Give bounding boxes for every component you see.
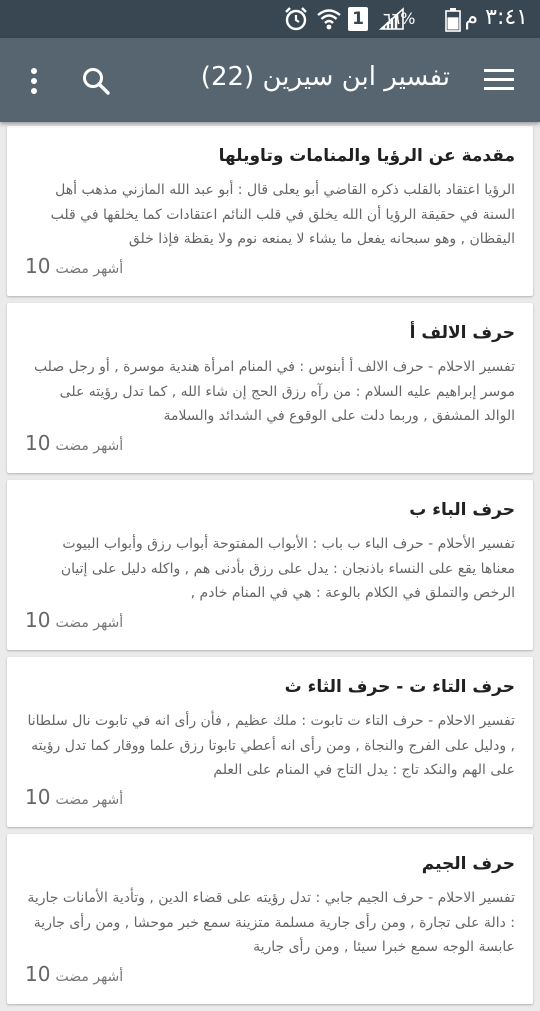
battery-percent: ٦٦% bbox=[383, 9, 416, 28]
card-title: حرف الالف أ bbox=[409, 323, 515, 343]
card-timestamp bbox=[25, 962, 123, 986]
card-timestamp bbox=[25, 608, 123, 632]
card-excerpt: تفسير الاحلام - حرف الجيم جابي : تدل رؤيته على قضاء الدين , وتأدية الأمانات جارية : دالة على تجارة , ومن رأى جارية مسلمة متزينة سمع خبر موحشا , ومن رأى جارية عابسة الوجه سمع خبرا سيئا , ومن رأى جارية bbox=[27, 890, 515, 955]
card-time-number: 10 bbox=[25, 431, 51, 455]
card-title: حرف التاء ت - حرف الثاء ث bbox=[284, 677, 515, 697]
card-list bbox=[7, 126, 533, 1011]
battery-icon bbox=[445, 8, 461, 32]
more-vert-icon[interactable] bbox=[20, 60, 48, 100]
card-time-number: 10 bbox=[25, 962, 51, 986]
card-time-number: 10 bbox=[25, 608, 51, 632]
card-excerpt: تفسير الاحلام - حرف الالف أ أبنوس : في المنام امرأة هندية موسرة , أو رجل صلب موسر إبراهيم عليه السلام : من رآه رزق الحج إن شاء الله , كما تدل رؤيته على الوالد المشفق , وربما دلت على الوقوع في الشدائد والسلامة bbox=[33, 359, 515, 424]
menu-icon[interactable] bbox=[470, 58, 526, 102]
page-title: تفسير ابن سيرين (22) bbox=[200, 62, 450, 92]
card-title: حرف الجيم bbox=[421, 854, 515, 874]
list-item[interactable] bbox=[7, 834, 533, 1004]
wifi-icon bbox=[316, 6, 342, 32]
card-time-number: 10 bbox=[25, 785, 51, 809]
card-time-unit: أشهر مضت bbox=[55, 261, 124, 277]
card-time-number: 10 bbox=[25, 254, 51, 278]
app-bar bbox=[0, 38, 540, 122]
status-time: ٣:٤١ م bbox=[464, 5, 528, 30]
card-timestamp bbox=[25, 431, 123, 455]
list-item[interactable] bbox=[7, 480, 533, 650]
card-title: حرف الباء ب bbox=[409, 500, 515, 520]
list-item[interactable] bbox=[7, 657, 533, 827]
card-excerpt: تفسير الاحلام - حرف التاء ت تابوت : ملك عظيم , فأن رأى انه في تابوت نال سلطانا , ودليل على الفرج والنجاة , ومن رأى انه أعطي تابوتا رزق علما ووقار كما تدل رؤيته على الهم والنكد تاج : يدل التاج في المنام على العلم bbox=[27, 713, 515, 778]
card-excerpt: تفسير الأحلام - حرف الباء ب باب : الأبواب المفتوحة أبواب رزق وأبواب البيوت معناها يقع على النساء باذنجان : يدل على رزق بأدنى هم , واكله دليل على إتيان الرخص والتملق في الكلام بالوعة : هي في المنام خادم , bbox=[60, 536, 515, 601]
status-bar bbox=[0, 0, 540, 38]
card-excerpt: الرؤيا اعتقاد بالقلب ذكره القاضي أبو يعلى قال : أبو عبد الله المازني مذهب أهل السنة في حقيقة الرؤيا أن الله يخلق في قلب النائم اعتقادات كما يخلقها في قلب اليقظان , وهو سبحانه يفعل ما يشاء لا يمنعه نوم ولا يقظة فإذا خلق bbox=[50, 182, 515, 247]
list-item[interactable] bbox=[7, 303, 533, 473]
sim-icon: 1 bbox=[348, 7, 368, 31]
card-time-unit: أشهر مضت bbox=[55, 792, 124, 808]
card-time-unit: أشهر مضت bbox=[55, 615, 124, 631]
card-timestamp bbox=[25, 785, 123, 809]
card-title: مقدمة عن الرؤيا والمنامات وتاويلها bbox=[218, 146, 515, 166]
card-timestamp bbox=[25, 254, 123, 278]
card-time-unit: أشهر مضت bbox=[55, 438, 124, 454]
alarm-icon bbox=[283, 6, 309, 32]
card-time-unit: أشهر مضت bbox=[55, 969, 124, 985]
list-item[interactable] bbox=[7, 126, 533, 296]
search-icon[interactable] bbox=[78, 60, 114, 100]
